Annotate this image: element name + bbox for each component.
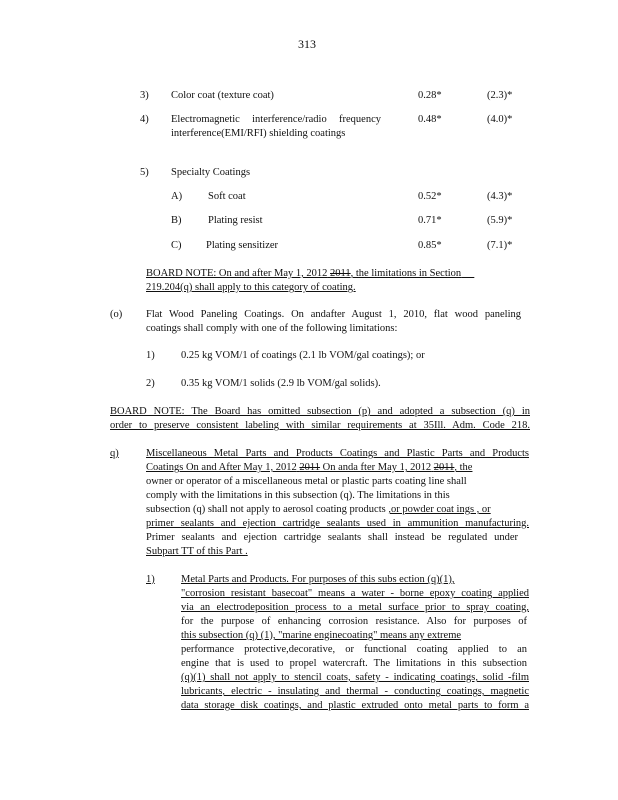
sub-item-b-label: Plating resist [208,215,263,226]
sub-item-c-value-imperial: (7.1)* [487,240,513,251]
section-q-line5: subsection (q) shall not apply to aerosol coating products ,or powder coat ings , or [146,504,491,515]
item-4-value-imperial: (4.0)* [487,114,513,125]
section-q-line3: owner or operator of a miscellaneous metal or plastic parts coating line shall [146,476,467,487]
item-1-line: engine that is used to propel watercraft. The limitations in this subsection [181,658,527,669]
item-3-value-imperial: (2.3)* [487,90,513,101]
sub-item-b-number: B) [171,215,182,226]
item-5-label: Specialty Coatings [171,167,251,178]
sub-item-b-value-metric: 0.71* [418,215,442,226]
item-5-number: 5) [140,167,149,178]
section-q-line8: Subpart TT of this Part . [146,546,248,557]
item-4-label-line2: interference(EMI/RFI) shielding coatings [171,128,346,139]
section-o-option-1-number: 1) [146,350,155,361]
item-1-line: Metal Parts and Products. For purposes of this subs ection (q)(1), [181,574,455,585]
section-o-line2: coatings shall comply with one of the following limitations: [146,323,398,334]
sub-item-c-label: Plating sensitizer [206,240,279,251]
section-q-label: q) [110,448,119,459]
section-o-option-2: 0.35 kg VOM/1 solids (2.9 lb VOM/gal solids). [181,378,381,389]
item-1-number: 1) [146,574,155,585]
section-q-line7: Primer sealants and ejection cartridge sealants shall instead be regulated under [146,532,518,543]
sub-item-c-number: C) [171,240,182,251]
section-o-label: (o) [110,309,123,320]
item-4-number: 4) [140,114,149,125]
board-note-2-line1: BOARD NOTE: The Board has omitted subsection (p) and adopted a subsection (q) in [110,406,530,417]
item-3-value-metric: 0.28* [418,90,442,101]
board-note-2-line2: order to preserve consistent labeling with similar requirements at 35Ill. Adm. Code 218. [110,420,530,431]
item-1-line: via an electrodeposition process to a metal surface prior to spray coating, [181,602,529,613]
section-o-line1: Flat Wood Paneling Coatings. On andafter August 1, 2010, flat wood paneling [146,309,521,320]
sub-item-b-value-imperial: (5.9)* [487,215,513,226]
item-1-line: "corrosion resistant basecoat" means a water - borne epoxy coating applied [181,588,529,599]
item-4-value-metric: 0.48* [418,114,442,125]
item-1-line: this subsection (q) (1), "marine enginecoating" means any extreme [181,630,462,641]
section-q-line2: Coatings On and After May 1, 2012 2011 On anda fter May 1, 2012 2011, the [146,462,473,473]
board-note-1-line1: BOARD NOTE: On and after May 1, 2012 2011, the limitations in Section [146,268,462,279]
section-o-option-2-number: 2) [146,378,155,389]
sub-item-a-label: Soft coat [208,191,246,202]
item-1-line: (q)(1) shall not apply to stencil coats, safety - indicating coatings, solid -film [181,672,529,683]
sub-item-c-value-metric: 0.85* [418,240,442,251]
section-q-line4: comply with the limitations in this subsection (q). The limitations in this [146,490,450,501]
item-3-number: 3) [140,90,149,101]
sub-item-a-value-imperial: (4.3)* [487,191,513,202]
item-3-label: Color coat (texture coat) [171,90,274,101]
board-note-1-line2: 219.204(q) shall apply to this category of coating. [146,282,356,293]
item-1-line: data storage disk coatings, and plastic extruded onto metal parts to form a [181,700,529,711]
sub-item-a-number: A) [171,191,183,202]
item-1-line: performance protective,decorative, or functional coating applied to an [181,644,527,655]
item-4-label-line1: Electromagnetic interference/radio frequency [171,114,381,125]
item-1-line: lubricants, electric - insulating and thermal - conducting coatings, magnetic [181,686,529,697]
section-q-line6: primer sealants and ejection cartridge sealants used in ammunition manufacturing. [146,518,529,529]
sub-item-a-value-metric: 0.52* [418,191,442,202]
page-number: 313 [298,37,316,51]
section-q-line1: Miscellaneous Metal Parts and Products Coatings and Plastic Parts and Products [146,448,529,459]
section-o-option-1: 0.25 kg VOM/1 of coatings (2.1 lb VOM/gal coatings); or [181,350,425,361]
item-1-line: for the purpose of enhancing corrosion resistance. Also for purposes of [181,616,527,627]
